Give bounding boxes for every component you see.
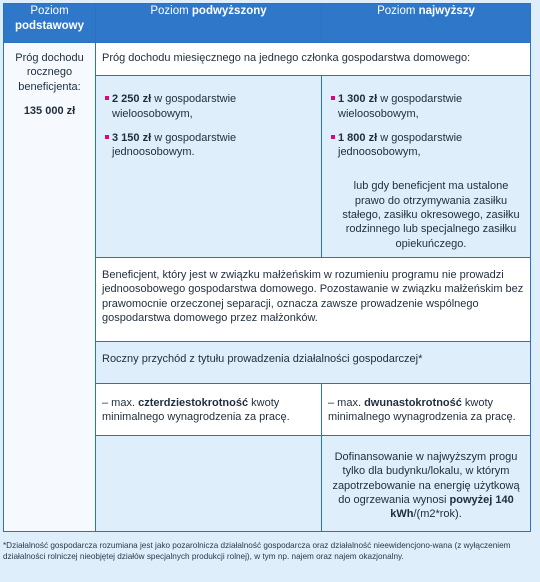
highest-business-text: – max. dwunastokrotność kwoty minimalnego wynagrodzenia za pracę. — [328, 396, 516, 424]
bullet-icon — [331, 96, 335, 100]
header-basic — [4, 4, 96, 43]
header-basic-bold: podstawowy — [14, 19, 84, 32]
basic-income-label: Próg dochodu rocznego beneficjenta: — [15, 52, 84, 93]
highest-business-cell — [322, 383, 531, 435]
bullet-icon — [331, 135, 335, 139]
basic-level-cell — [4, 43, 96, 532]
income-intro-text: Próg dochodu miesięcznego na jednego członka gospodarstwa domowego: — [102, 52, 471, 64]
header-increased-prefix: Poziom — [150, 5, 192, 17]
highest-thresholds-cell — [322, 76, 531, 258]
increased-business-cell — [96, 383, 322, 435]
list-item: 1 300 zł w gospodarstwie wieloosobowym, — [328, 92, 524, 121]
marriage-cell — [96, 257, 531, 341]
highest-threshold-note: lub gdy beneficjent ma ustalone prawo do otrzymywania zasiłku stałego, zasiłku okresowego, zasiłku rodzinnego lub specjalnego zasiłku opiekuńczego. — [342, 180, 520, 250]
income-intro-cell — [96, 43, 531, 76]
list-item: 3 150 zł w gospodarstwie jednoosobowym. — [102, 131, 315, 160]
header-increased-bold: podwyższony — [191, 5, 267, 17]
header-increased — [96, 4, 322, 43]
header-highest — [322, 4, 531, 43]
footnote: *Działalność gospodarcza rozumiana jest jako pozarolnicza działalność gospodarcza oraz działalność nieewidencjono-wana (z wyłączeniem działalności rolniczej nieobjętej działów specjalnych produkcji rolnej), w tym np. najem oraz najem okazjonalny. — [3, 541, 511, 562]
business-intro-text: Roczny przychód z tytułu prowadzenia działalności gospodarczej* — [102, 352, 423, 365]
header-basic-prefix: Poziom — [30, 5, 69, 17]
cofinancing-text: Dofinansowanie w najwyższym progu tylko dla budynku/lokalu, w którym zapotrzebowanie na energię użytkową do ogrzewania wynosi powyżej 140 kWh/(m2*rok). — [332, 450, 520, 521]
bullet-icon — [105, 96, 109, 100]
cofinancing-empty-cell — [96, 435, 322, 531]
list-item: 2 250 zł w gospodarstwie wieloosobowym, — [102, 92, 315, 121]
basic-income-amount: 135 000 zł — [23, 104, 76, 117]
business-intro-cell — [96, 341, 531, 383]
cofinancing-cell — [322, 435, 531, 531]
marriage-note: Beneficjent, który jest w związku małżeńskim w rozumieniu programu nie prowadzi jednoosobowego gospodarstwa domowego. Pozostawanie w związku małżeńskim bez prawomocnie orzeczonej separacji, oznacza zawsze prowadzenie wspólnego gospodarstwa domowego przez małżonków. — [102, 268, 524, 324]
increased-business-text: – max. czterdziestokrotność kwoty minimalnego wynagrodzenia za pracę. — [102, 396, 290, 424]
increased-thresholds-cell — [96, 76, 322, 258]
bullet-icon — [105, 135, 109, 139]
income-intro-row — [4, 43, 531, 76]
header-row — [4, 4, 531, 43]
list-item: 1 800 zł w gospodarstwie jednoosobowym, — [328, 131, 524, 160]
eligibility-table — [3, 3, 531, 532]
header-highest-prefix: Poziom — [377, 5, 419, 17]
header-highest-bold: najwyższy — [418, 5, 475, 17]
